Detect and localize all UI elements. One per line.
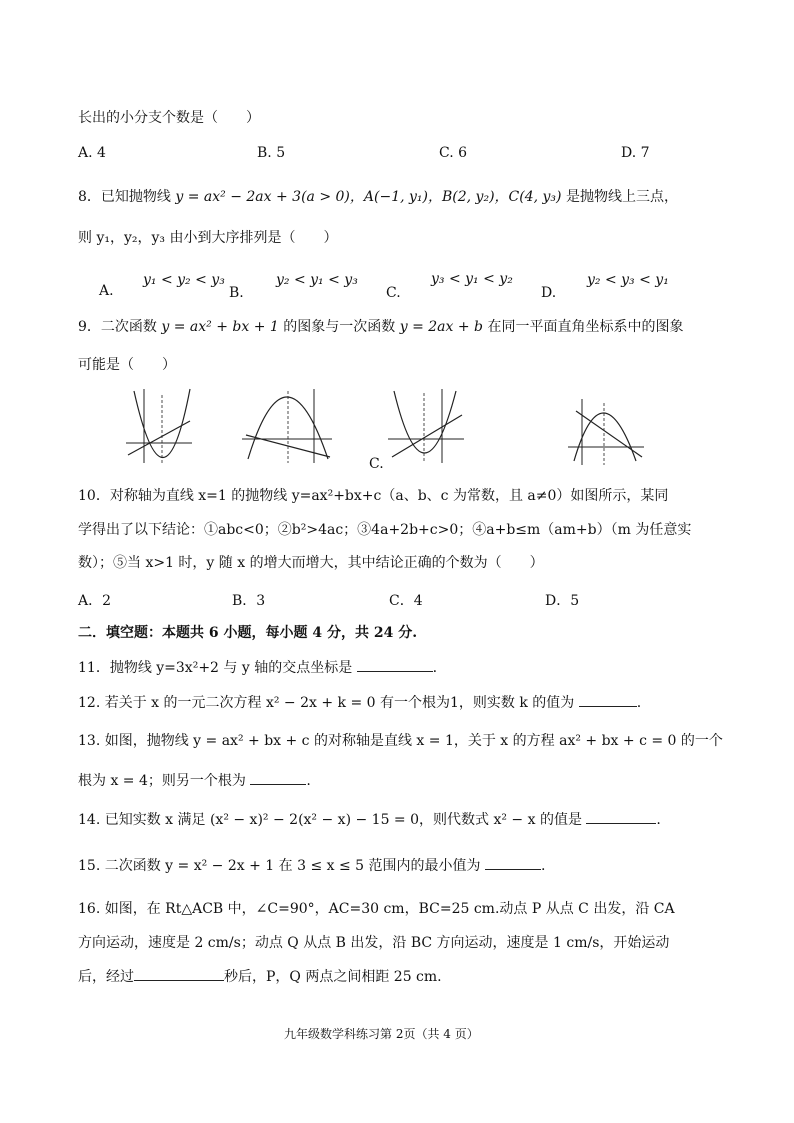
q10-option-c: C．4	[389, 593, 423, 609]
q15-end: .	[540, 858, 546, 874]
q16-answer-blank[interactable]	[134, 968, 224, 981]
q16-line3	[78, 968, 442, 986]
q9-graph-a	[124, 385, 194, 465]
q11-text: 11．抛物线 y=3x²+2 与 y 轴的交点坐标是	[78, 660, 353, 676]
q13-line2	[78, 772, 311, 790]
q7-option-b: B. 5	[257, 145, 286, 161]
q10-stem-line2: 学得出了以下结论：①abc<0；②b²>4ac；③4a+2b+c>0；④a+b≤m（am+b）（m 为任意实	[78, 522, 692, 538]
q9-graph-c-label: C.	[369, 456, 384, 472]
q8-stem-line1	[78, 188, 678, 206]
q16-text-end: 秒后，P，Q 两点之间相距 25 cm.	[224, 969, 442, 985]
q8-option-a-text: y₁ < y₂ < y₃	[143, 272, 225, 288]
q10-option-a: A．2	[78, 593, 112, 609]
page-footer: 九年级数学科练习第 2页（共 4 页）	[284, 1027, 479, 1041]
q8-stem-prefix: 8．已知抛物线	[78, 189, 171, 205]
q8-option-c-text: y₃ < y₁ < y₂	[431, 271, 513, 287]
q13-end: .	[306, 773, 311, 789]
q14	[78, 811, 661, 829]
q15-answer-blank[interactable]	[485, 857, 541, 870]
q13-text: 根为 x = 4；则另一个根为	[78, 773, 246, 789]
line-graph	[128, 421, 190, 455]
q8-stem-math: y = ax² − 2ax + 3(a > 0)，A(−1, y₁)，B(2, y₂)，C(4, y₃)	[175, 189, 562, 205]
parabola	[574, 413, 636, 461]
q11-end: .	[432, 660, 438, 676]
q11	[78, 659, 437, 677]
q8-stem-suffix: 是抛物线上三点，	[565, 189, 678, 205]
q9-stem-line2: 可能是（ ）	[78, 357, 176, 373]
q15-text: 15. 二次函数 y = x² − 2x + 1 在 3 ≤ x ≤ 5 范围内的最小值为	[78, 858, 481, 874]
q13-answer-blank[interactable]	[250, 772, 306, 785]
q8-option-a-letter: A.	[99, 283, 114, 299]
q9-graph-b	[240, 385, 335, 465]
q12-text: 12. 若关于 x 的一元二次方程 x² − 2x + k = 0 有一个根为1，则实数 k 的值为	[78, 695, 575, 711]
q16-text-start: 后，经过	[78, 969, 134, 985]
q9-stem-mid: 的图象与一次函数	[283, 319, 396, 335]
q9-stem-suffix: 在同一平面直角坐标系中的图象	[487, 319, 684, 335]
q8-stem-line2: 则 y₁，y₂，y₃ 由小到大序排列是（ ）	[78, 230, 338, 246]
q10-option-d: D．5	[545, 593, 580, 609]
q10-stem-line3: 数）；⑤当 x>1 时，y 随 x 的增大而增大，其中结论正确的个数为（ ）	[78, 555, 544, 571]
q7-option-d: D. 7	[621, 145, 650, 161]
q12-answer-blank[interactable]	[579, 694, 637, 707]
q8-option-d-letter: D.	[541, 285, 557, 301]
q8-option-d-text: y₂ < y₃ < y₁	[587, 272, 669, 288]
q7-stem-tail: 长出的小分支个数是（ ）	[78, 110, 260, 126]
q14-text: 14. 已知实数 x 满足 (x² − x)² − 2(x² − x) − 15 = 0，则代数式 x² − x 的值是	[78, 812, 582, 828]
parabola	[394, 391, 456, 453]
q11-answer-blank[interactable]	[357, 659, 433, 672]
q8-option-c-letter: C.	[386, 285, 401, 301]
q7-option-a: A. 4	[78, 145, 106, 161]
q9-math-quadratic: y = ax² + bx + 1	[161, 319, 279, 335]
q9-graph-c	[386, 385, 466, 465]
q9-stem-line1	[78, 318, 683, 336]
q9-graph-d	[566, 395, 646, 467]
q16-line2: 方向运动，速度是 2 cm/s；动点 Q 从点 B 出发，沿 BC 方向运动，速度是 1 cm/s，开始运动	[78, 935, 670, 951]
line-graph	[576, 411, 642, 457]
q14-end: .	[656, 812, 661, 828]
section-2-heading: 二．填空题：本题共 6 小题，每小题 4 分，共 24 分.	[78, 625, 418, 641]
q12-end: .	[636, 695, 642, 711]
q12	[78, 694, 641, 712]
q10-stem-line1: 10．对称轴为直线 x=1 的抛物线 y=ax²+bx+c（a、b、c 为常数，且 a≠0）如图所示，某同	[78, 488, 669, 504]
q7-option-c: C. 6	[439, 145, 468, 161]
q8-option-b-text: y₂ < y₁ < y₃	[276, 272, 358, 288]
q16-line1: 16. 如图，在 Rt△ACB 中，∠C=90°，AC=30 cm，BC=25 cm.动点 P 从点 C 出发，沿 CA	[78, 901, 675, 917]
q9-stem-prefix: 9．二次函数	[78, 319, 157, 335]
q15	[78, 857, 545, 875]
q9-math-linear: y = 2ax + b	[399, 319, 483, 335]
q14-answer-blank[interactable]	[586, 811, 656, 824]
q8-option-b-letter: B.	[229, 285, 244, 301]
q10-option-b: B．3	[232, 593, 266, 609]
q13-line1: 13. 如图，抛物线 y = ax² + bx + c 的对称轴是直线 x = 1，关于 x 的方程 ax² + bx + c = 0 的一个	[78, 733, 723, 749]
